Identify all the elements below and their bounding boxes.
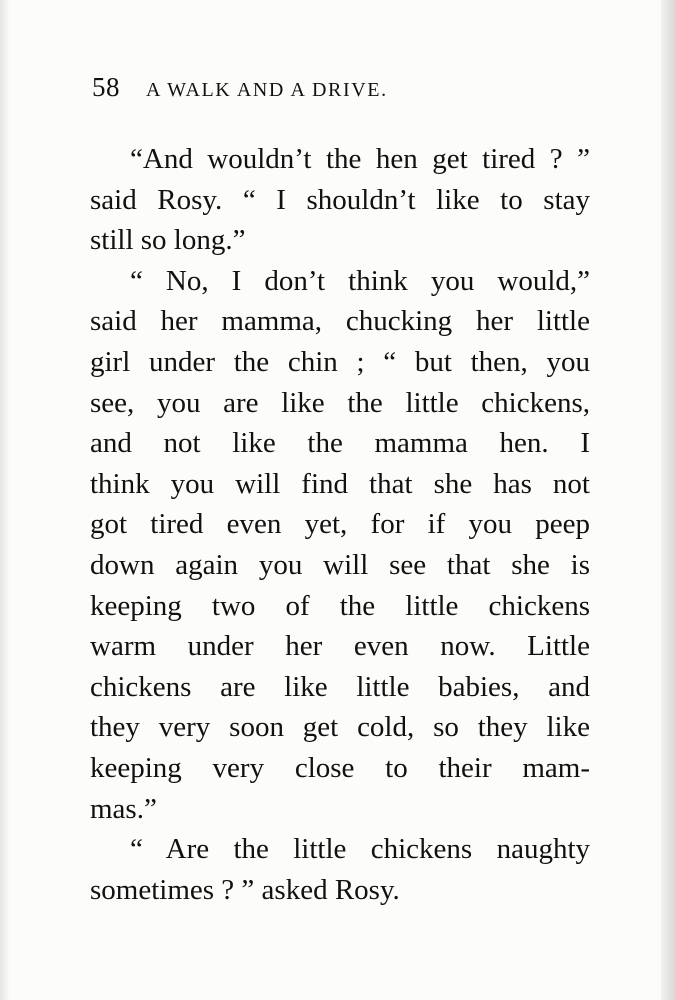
page-number: 58 xyxy=(92,72,120,102)
text-line: keeping two of the little chickens xyxy=(90,589,590,622)
text-line: got tired even yet, for if you peep xyxy=(90,508,590,541)
running-title: A WALK AND A DRIVE. xyxy=(146,79,388,101)
text-line: sometimes ? ” asked Rosy. xyxy=(90,873,400,906)
text-line: “ Are the little chickens naughty xyxy=(130,833,590,866)
text-line: see, you are like the little chickens, xyxy=(90,386,590,419)
text-line: said Rosy. “ I shouldn’t like to stay xyxy=(90,183,590,216)
text-line: girl under the chin ; “ but then, you xyxy=(90,345,590,378)
text-line: think you will find that she has not xyxy=(90,467,590,500)
text-line: down again you will see that she is xyxy=(90,548,590,581)
page-left-edge xyxy=(0,0,10,1000)
body-text xyxy=(90,139,590,910)
running-head xyxy=(92,72,612,108)
text-line: mas.” xyxy=(90,792,157,825)
text-line: keeping very close to their mam- xyxy=(90,751,590,784)
text-line: still so long.” xyxy=(90,224,246,257)
text-line: warm under her even now. Little xyxy=(90,630,590,663)
text-line: “And wouldn’t the hen get tired ? ” xyxy=(130,143,590,175)
text-line: they very soon get cold, so they like xyxy=(90,711,590,744)
text-line: “ No, I don’t think you would,” xyxy=(130,264,590,297)
text-line: said her mamma, chucking her little xyxy=(90,305,590,338)
text-line: chickens are like little babies, and xyxy=(90,670,590,703)
page-right-edge xyxy=(661,0,675,1000)
text-line: and not like the mamma hen. I xyxy=(90,427,590,460)
